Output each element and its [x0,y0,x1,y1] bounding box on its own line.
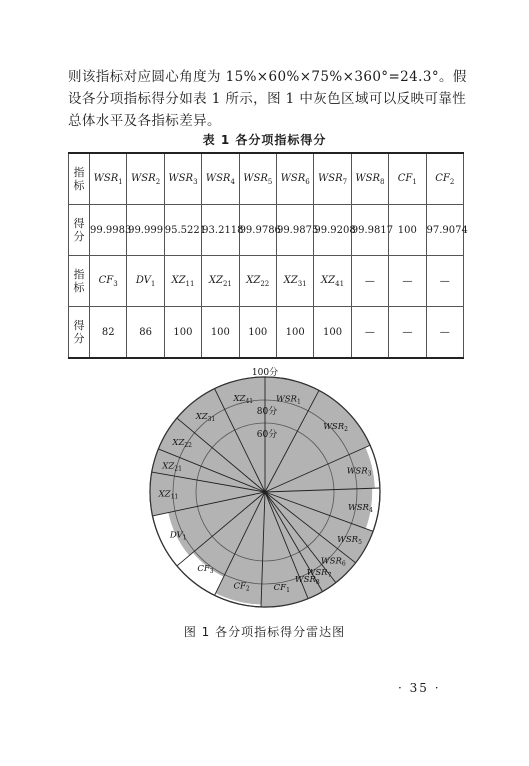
score-cell: 100 [164,307,201,359]
sector-label-name: WSR [294,574,316,585]
score-cell: 99.9817 [351,205,388,256]
radar-chart [148,366,382,618]
indicator-subscript: 1 [412,177,417,186]
sector-label-subscript: 1 [286,587,290,595]
indicator-cell [127,256,164,307]
indicator-name: WSR [280,172,306,184]
indicator-cell [276,153,313,205]
score-cell: 97.9074 [426,205,463,256]
page-number: · 35 · [398,681,441,695]
indicator-cell [314,153,351,205]
indicator-subscript: 8 [380,177,385,186]
score-cell: 86 [127,307,164,359]
sector-label-subscript: 6 [341,560,346,568]
indicator-subscript: 11 [185,279,195,288]
indicator-cell [351,153,388,205]
sector-label-name: WSR [346,466,368,477]
indicator-subscript: 21 [222,279,232,288]
score-cell: 100 [239,307,276,359]
indicator-subscript: 1 [150,279,156,288]
indicator-subscript: 31 [297,279,307,288]
indicator-name: — [402,275,413,287]
sector-label-subscript: 7 [327,572,332,580]
indicator-name: CF [435,172,450,184]
indicator-cell [389,256,426,307]
table-caption: 表 1 各分项指标得分 [202,133,327,147]
table-row [69,307,464,359]
indicator-subscript: 2 [449,177,455,186]
indicator-cell [426,256,463,307]
sector-label-subscript: 1 [296,398,301,406]
indicator-cell [202,256,239,307]
score-cell: — [351,307,388,359]
score-cell: — [426,307,463,359]
indicator-cell [314,256,351,307]
indicator-cell [202,153,239,205]
sector-label-subscript: 31 [207,415,216,423]
score-cell: 99.999 [127,205,164,256]
indicator-name: WSR [168,172,194,184]
row-header-indicator: 指标 [69,153,90,205]
score-cell: 93.2118 [202,205,239,256]
score-cell: 100 [314,307,351,359]
indicator-name: WSR [355,172,381,184]
indicator-cell [239,256,276,307]
indicator-subscript: 4 [230,177,235,186]
indicator-name: DV [135,274,151,286]
sector-label-subscript: 3 [367,470,372,478]
sector-label-subscript: 21 [174,465,182,473]
sector-label-name: CF [273,583,287,594]
sector-label-name: WSR [306,568,328,579]
row-header-score: 得分 [69,307,90,359]
sector-label-subscript: 41 [245,397,254,405]
table-row [69,256,464,307]
score-cell: 100 [389,205,426,256]
indicator-cell [90,256,127,307]
paragraph-line-2: 设各分项指标得分如表 1 所示，图 1 中灰色区域可以反映可靠性 [68,91,467,107]
sector-label-name: WSR [276,394,297,405]
sector-label-name: WSR [323,422,345,433]
indicator-cell [351,256,388,307]
indicator-name: XZ [283,274,298,286]
indicator-name: WSR [317,172,343,184]
sector-label-name: CF [197,564,210,575]
indicator-cell [127,153,164,205]
indicator-subscript: 41 [335,279,345,288]
indicator-name: WSR [243,172,268,184]
table-row [69,205,464,256]
sector-label-subscript: 2 [344,426,348,434]
scores-table [68,152,468,359]
indicator-name: WSR [93,172,119,184]
ring-label: 80分 [256,407,278,417]
sector-label-subscript: 2 [245,585,250,593]
indicator-name: XZ [246,274,261,286]
sector-label-name: DV [169,530,183,541]
indicator-name: XZ [208,274,223,286]
indicator-name: WSR [131,172,156,184]
sector-label-name: WSR [337,534,359,545]
row-header-score: 得分 [69,205,90,256]
indicator-subscript: 3 [113,279,118,288]
score-cell: 82 [90,307,127,359]
sector-label-name: CF [233,581,246,592]
indicator-cell [164,256,201,307]
indicator-name: WSR [205,172,231,184]
score-cell: 99.9875 [276,205,313,256]
figure-caption: 图 1 各分项指标得分雷达图 [183,625,346,639]
indicator-subscript: 1 [118,177,123,186]
indicator-name: XZ [321,274,336,286]
score-cell: — [389,307,426,359]
indicator-name: XZ [171,274,186,286]
paragraph-line-1: 则该指标对应圆心角度为 15%×60%×75%×360°=24.3°。假 [68,69,467,85]
indicator-name: CF [98,274,114,286]
indicator-name: — [364,275,375,287]
sector-label-subscript: 1 [182,534,187,542]
sector-label-subscript: 8 [315,578,320,586]
sector-label-name: XZ [162,461,175,472]
indicator-cell [276,256,313,307]
score-cell: 99.9983 [90,205,127,256]
indicator-name: — [439,275,450,287]
indicator-subscript: 2 [155,177,161,186]
sector-label-name: XZ [158,489,171,500]
indicator-subscript: 22 [260,279,270,288]
indicator-cell [239,153,276,205]
sector-label-subscript: 4 [368,507,373,515]
sector-label-subscript: 3 [209,568,214,576]
ring-label: 100分 [251,368,279,378]
sector-label-name: XZ [172,438,185,449]
indicator-subscript: 6 [305,177,310,186]
indicator-subscript: 7 [342,177,348,186]
score-cell: 99.9208 [314,205,351,256]
sector-label-subscript: 11 [170,493,179,501]
sector-label-name: WSR [348,503,369,514]
row-header-indicator: 指标 [69,256,90,307]
sector-label-name: XZ [195,411,208,422]
indicator-cell [389,153,426,205]
score-cell: 95.5221 [164,205,201,256]
score-cell: 100 [202,307,239,359]
indicator-cell [90,153,127,205]
indicator-subscript: 5 [267,177,273,186]
table-row [69,153,464,205]
indicator-cell [164,153,201,205]
sector-label-name: WSR [320,556,342,567]
score-cell: 99.9786 [239,205,276,256]
ring-label: 60分 [256,430,278,440]
paragraph-line-3: 总体水平及各指标差异。 [68,113,221,129]
indicator-cell [426,153,463,205]
sector-label-subscript: 5 [358,538,362,546]
indicator-subscript: 3 [193,177,198,186]
indicator-name: CF [397,172,413,184]
sector-label-subscript: 22 [184,442,193,450]
score-cell: 100 [276,307,313,359]
sector-label-name: XZ [233,393,246,404]
body-paragraph [68,66,467,132]
